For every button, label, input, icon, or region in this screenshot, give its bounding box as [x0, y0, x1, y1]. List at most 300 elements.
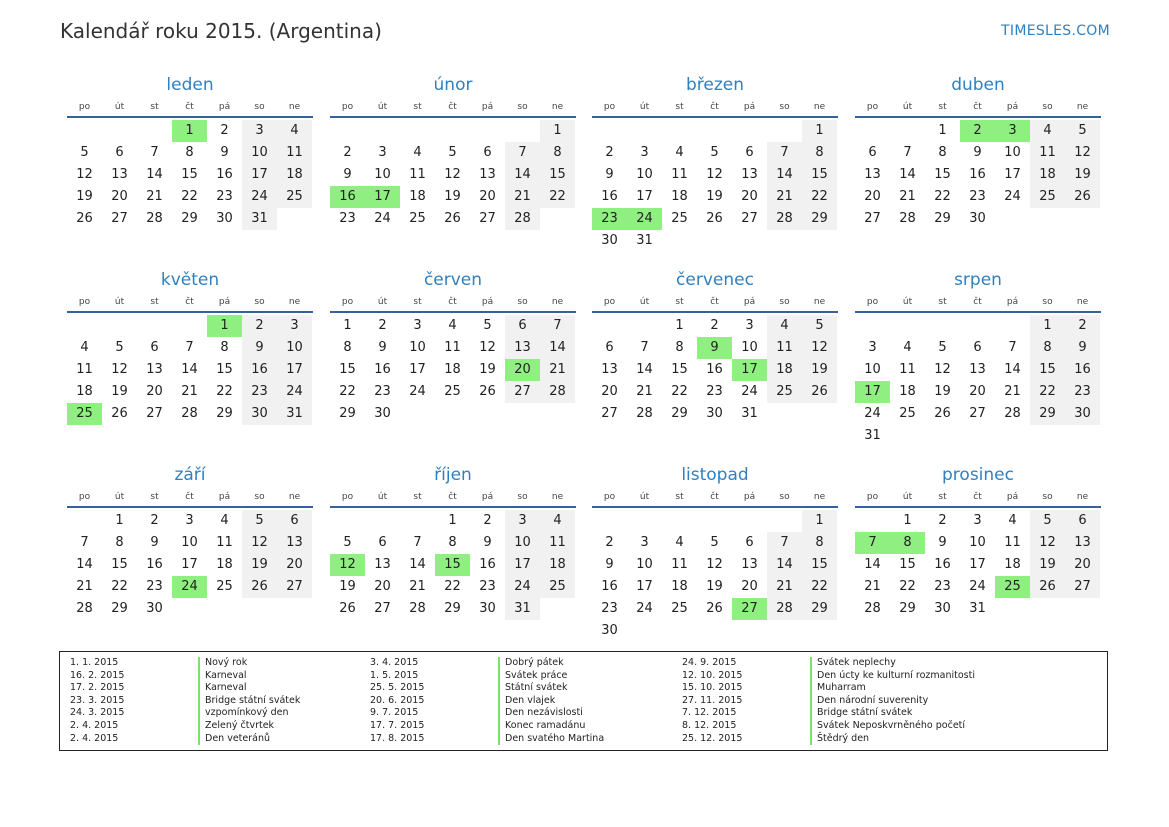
day-cell: 11: [409, 167, 426, 182]
day-cell: 25: [671, 211, 688, 226]
weekday-label: út: [377, 297, 388, 307]
weekday-label: pá: [743, 297, 756, 307]
weekday-label: po: [341, 492, 354, 502]
day-cell: 28: [181, 406, 198, 421]
holiday-name: Den nezávislosti: [498, 707, 583, 720]
month-8: [855, 267, 1101, 447]
weekday-label: so: [1042, 297, 1053, 307]
day-cell: 6: [868, 145, 877, 160]
weekday-label: pá: [1006, 492, 1019, 502]
weekday-label: so: [517, 492, 528, 502]
weekday-header: [67, 293, 313, 313]
day-cell: 26: [802, 381, 837, 403]
weekday-label: čt: [185, 297, 194, 307]
day-cell: 9: [378, 340, 387, 355]
holiday-name: Štědrý den: [810, 733, 869, 746]
day-cell: 1: [115, 513, 124, 528]
day-cell: 11: [1004, 535, 1021, 550]
weekday-label: so: [254, 102, 265, 112]
day-cell: 22: [671, 384, 688, 399]
day-cell: 13: [741, 167, 758, 182]
legend-row: [682, 707, 975, 720]
day-cell: 6: [277, 510, 312, 532]
empty-cell: [627, 510, 662, 532]
weekday-label: so: [779, 102, 790, 112]
day-cell: 16: [479, 557, 496, 572]
holiday-day-cell: 24: [627, 208, 662, 230]
day-cell: 22: [181, 189, 198, 204]
day-cell: 27: [864, 211, 881, 226]
month-name: listopad: [681, 465, 749, 485]
month-12: [855, 462, 1101, 620]
day-cell: 6: [1065, 510, 1100, 532]
weekday-label: po: [78, 297, 91, 307]
empty-cell: [592, 315, 627, 337]
empty-cell: [365, 510, 400, 532]
weekday-label: út: [639, 492, 650, 502]
weekday-label: st: [675, 297, 684, 307]
holiday-day-cell: 8: [890, 532, 925, 554]
weekday-label: ne: [1076, 297, 1089, 307]
day-cell: 18: [1030, 164, 1065, 186]
legend-row: [70, 670, 300, 683]
month-name: červen: [423, 270, 483, 290]
holiday-name: Svátek neplechy: [810, 657, 896, 670]
empty-cell: [102, 315, 137, 337]
day-cell: 22: [339, 384, 356, 399]
weekday-label: st: [675, 102, 684, 112]
day-cell: 14: [146, 167, 163, 182]
weekday-label: čt: [710, 492, 719, 502]
weekday-label: út: [902, 102, 913, 112]
empty-cell: [890, 315, 925, 337]
day-cell: 21: [864, 579, 881, 594]
day-cell: 10: [636, 167, 653, 182]
day-cell: 15: [181, 167, 198, 182]
day-cell: 9: [343, 167, 352, 182]
weekday-label: pá: [218, 102, 231, 112]
day-cell: 19: [706, 189, 723, 204]
day-cell: 9: [242, 337, 277, 359]
day-grid: [330, 510, 576, 620]
holiday-date: 20. 6. 2015: [370, 694, 425, 706]
day-cell: 7: [540, 315, 575, 337]
day-cell: 24: [969, 579, 986, 594]
day-cell: 7: [505, 142, 540, 164]
day-cell: 5: [710, 145, 719, 160]
weekday-label: st: [413, 102, 422, 112]
day-cell: 18: [277, 164, 312, 186]
day-cell: 9: [483, 535, 492, 550]
day-cell: 24: [1004, 189, 1021, 204]
weekday-label: pá: [481, 297, 494, 307]
day-cell: 21: [767, 576, 802, 598]
month-1: [67, 72, 313, 230]
day-cell: 8: [802, 532, 837, 554]
day-cell: 17: [277, 359, 312, 381]
day-cell: 27: [146, 406, 163, 421]
day-cell: 11: [216, 535, 233, 550]
day-cell: 26: [111, 406, 128, 421]
day-cell: 11: [1030, 142, 1065, 164]
holiday-name: Bridge státní svátek: [810, 707, 912, 720]
day-cell: 19: [706, 579, 723, 594]
weekday-label: st: [150, 492, 159, 502]
legend-row: [370, 657, 604, 670]
day-cell: 17: [242, 164, 277, 186]
day-cell: 2: [938, 513, 947, 528]
day-cell: 31: [636, 233, 653, 248]
day-cell: 9: [938, 535, 947, 550]
day-cell: 28: [505, 208, 540, 230]
weekday-label: pá: [218, 297, 231, 307]
day-cell: 19: [111, 384, 128, 399]
day-cell: 8: [115, 535, 124, 550]
day-cell: 1: [802, 120, 837, 142]
empty-cell: [137, 315, 172, 337]
weekday-label: po: [341, 297, 354, 307]
weekday-label: ne: [288, 102, 301, 112]
day-cell: 15: [216, 362, 233, 377]
day-cell: 29: [934, 211, 951, 226]
month-4: [855, 72, 1101, 230]
holiday-date: 27. 11. 2015: [682, 694, 743, 706]
day-cell: 11: [540, 532, 575, 554]
month-name: září: [174, 465, 206, 485]
day-cell: 28: [409, 601, 426, 616]
day-cell: 3: [185, 513, 194, 528]
day-cell: 20: [479, 189, 496, 204]
day-cell: 31: [969, 601, 986, 616]
day-cell: 18: [540, 554, 575, 576]
weekday-label: po: [866, 297, 879, 307]
legend-column: [370, 657, 604, 745]
day-cell: 27: [1065, 576, 1100, 598]
day-cell: 16: [216, 167, 233, 182]
weekday-label: út: [639, 297, 650, 307]
day-cell: 6: [505, 315, 540, 337]
weekday-label: po: [603, 297, 616, 307]
day-cell: 26: [444, 211, 461, 226]
day-cell: 11: [899, 362, 916, 377]
holiday-date: 24. 3. 2015: [70, 707, 125, 719]
day-cell: 12: [934, 362, 951, 377]
holiday-date: 17. 7. 2015: [370, 719, 425, 731]
day-cell: 16: [601, 579, 618, 594]
holiday-name: Den svatého Martina: [498, 733, 604, 746]
day-cell: 5: [242, 510, 277, 532]
day-cell: 1: [343, 318, 352, 333]
holiday-name: Nový rok: [198, 657, 247, 670]
weekday-label: ne: [551, 102, 564, 112]
day-cell: 25: [444, 384, 461, 399]
day-cell: 11: [277, 142, 312, 164]
day-cell: 3: [973, 513, 982, 528]
day-cell: 29: [802, 598, 837, 620]
months-grid: [67, 72, 1107, 642]
empty-cell: [470, 120, 505, 142]
day-cell: 12: [706, 167, 723, 182]
day-cell: 2: [605, 535, 614, 550]
empty-cell: [960, 315, 995, 337]
day-cell: 11: [444, 340, 461, 355]
weekday-label: st: [413, 492, 422, 502]
day-cell: 29: [444, 601, 461, 616]
month-name: červenec: [676, 270, 754, 290]
legend-row: [370, 695, 604, 708]
holiday-date: 12. 10. 2015: [682, 669, 743, 681]
holiday-day-cell: 17: [732, 359, 767, 381]
day-cell: 19: [339, 579, 356, 594]
day-grid: [330, 315, 576, 425]
weekday-header: [592, 488, 838, 508]
day-cell: 16: [374, 362, 391, 377]
day-grid: [67, 120, 313, 230]
day-cell: 27: [741, 211, 758, 226]
weekday-header: [855, 293, 1101, 313]
day-cell: 15: [934, 167, 951, 182]
empty-cell: [435, 120, 470, 142]
weekday-label: pá: [481, 102, 494, 112]
day-cell: 9: [973, 145, 982, 160]
day-cell: 13: [505, 337, 540, 359]
weekday-label: st: [150, 102, 159, 112]
day-cell: 3: [242, 120, 277, 142]
day-cell: 5: [710, 535, 719, 550]
weekday-header: [67, 98, 313, 118]
day-cell: 24: [374, 211, 391, 226]
day-cell: 28: [1004, 406, 1021, 421]
day-cell: 14: [1004, 362, 1021, 377]
weekday-label: čt: [710, 297, 719, 307]
day-cell: 9: [1065, 337, 1100, 359]
day-cell: 7: [413, 535, 422, 550]
legend-row: [370, 733, 604, 746]
holiday-name: Dobrý pátek: [498, 657, 564, 670]
holiday-name: Svátek práce: [498, 670, 567, 683]
day-cell: 17: [409, 362, 426, 377]
weekday-label: ne: [288, 297, 301, 307]
day-cell: 15: [1030, 359, 1065, 381]
holiday-date: 7. 12. 2015: [682, 707, 737, 719]
day-cell: 7: [640, 340, 649, 355]
day-cell: 23: [601, 601, 618, 616]
day-cell: 27: [969, 406, 986, 421]
day-cell: 31: [242, 208, 277, 230]
weekday-label: so: [779, 297, 790, 307]
day-cell: 4: [277, 120, 312, 142]
day-cell: 18: [767, 359, 802, 381]
day-cell: 6: [973, 340, 982, 355]
weekday-label: ne: [1076, 102, 1089, 112]
holiday-name: Svátek Neposkvrněného početí: [810, 720, 965, 733]
day-cell: 17: [969, 557, 986, 572]
day-cell: 8: [448, 535, 457, 550]
holiday-day-cell: 17: [365, 186, 400, 208]
day-cell: 21: [76, 579, 93, 594]
day-cell: 30: [1065, 403, 1100, 425]
day-cell: 20: [741, 579, 758, 594]
empty-cell: [627, 315, 662, 337]
empty-cell: [67, 510, 102, 532]
weekday-label: po: [603, 492, 616, 502]
weekday-label: út: [639, 102, 650, 112]
day-cell: 6: [745, 535, 754, 550]
day-cell: 27: [374, 601, 391, 616]
day-cell: 24: [505, 576, 540, 598]
empty-cell: [172, 315, 207, 337]
day-cell: 20: [111, 189, 128, 204]
day-cell: 17: [1004, 167, 1021, 182]
day-cell: 23: [242, 381, 277, 403]
day-cell: 29: [339, 406, 356, 421]
weekday-label: út: [114, 492, 125, 502]
day-cell: 22: [802, 186, 837, 208]
day-cell: 7: [1008, 340, 1017, 355]
day-cell: 4: [903, 340, 912, 355]
holiday-date: 17. 8. 2015: [370, 732, 425, 744]
day-cell: 30: [706, 406, 723, 421]
empty-cell: [400, 120, 435, 142]
day-cell: 10: [242, 142, 277, 164]
empty-cell: [855, 315, 890, 337]
empty-cell: [592, 120, 627, 142]
day-cell: 6: [150, 340, 159, 355]
day-cell: 29: [216, 406, 233, 421]
weekday-label: st: [675, 492, 684, 502]
day-cell: 25: [1030, 186, 1065, 208]
day-cell: 12: [802, 337, 837, 359]
day-cell: 13: [277, 532, 312, 554]
day-cell: 7: [150, 145, 159, 160]
legend-row: [370, 670, 604, 683]
legend-row: [70, 695, 300, 708]
day-cell: 20: [374, 579, 391, 594]
brand-link[interactable]: TIMESLES.COM: [1001, 23, 1110, 39]
weekday-label: út: [902, 297, 913, 307]
weekday-label: st: [938, 297, 947, 307]
weekday-label: pá: [743, 492, 756, 502]
holiday-date: 23. 3. 2015: [70, 694, 125, 706]
empty-cell: [627, 120, 662, 142]
weekday-label: út: [114, 102, 125, 112]
day-cell: 4: [413, 145, 422, 160]
day-cell: 28: [540, 381, 575, 403]
day-cell: 30: [146, 601, 163, 616]
day-cell: 19: [802, 359, 837, 381]
day-cell: 2: [242, 315, 277, 337]
day-cell: 15: [111, 557, 128, 572]
empty-cell: [732, 120, 767, 142]
day-cell: 12: [479, 340, 496, 355]
weekday-header: [330, 98, 576, 118]
empty-cell: [365, 120, 400, 142]
day-cell: 3: [413, 318, 422, 333]
day-cell: 1: [540, 120, 575, 142]
day-cell: 28: [636, 406, 653, 421]
day-cell: 26: [76, 211, 93, 226]
day-cell: 6: [745, 145, 754, 160]
day-cell: 13: [864, 167, 881, 182]
legend-column: [70, 657, 300, 745]
day-cell: 14: [505, 164, 540, 186]
weekday-label: út: [902, 492, 913, 502]
day-grid: [592, 120, 838, 252]
holiday-date: 8. 12. 2015: [682, 719, 737, 731]
empty-cell: [995, 315, 1030, 337]
month-name: srpen: [954, 270, 1002, 290]
day-cell: 13: [146, 362, 163, 377]
day-cell: 31: [277, 403, 312, 425]
month-name: květen: [160, 270, 220, 290]
day-cell: 14: [864, 557, 881, 572]
weekday-label: pá: [218, 492, 231, 502]
holiday-name: Den úcty ke kulturní rozmanitosti: [810, 670, 975, 683]
month-11: [592, 462, 838, 642]
day-cell: 18: [1004, 557, 1021, 572]
weekday-header: [592, 98, 838, 118]
day-cell: 8: [343, 340, 352, 355]
day-cell: 12: [1030, 532, 1065, 554]
day-cell: 4: [1030, 120, 1065, 142]
day-cell: 23: [934, 579, 951, 594]
day-cell: 8: [220, 340, 229, 355]
day-cell: 11: [767, 337, 802, 359]
day-cell: 11: [76, 362, 93, 377]
holiday-name: Karneval: [198, 682, 247, 695]
weekday-label: ne: [813, 102, 826, 112]
weekday-label: čt: [185, 102, 194, 112]
day-cell: 3: [505, 510, 540, 532]
holiday-name: Muharram: [810, 682, 866, 695]
day-cell: 29: [899, 601, 916, 616]
day-cell: 25: [409, 211, 426, 226]
day-cell: 19: [479, 362, 496, 377]
day-cell: 18: [444, 362, 461, 377]
day-grid: [855, 315, 1101, 447]
day-cell: 26: [1030, 576, 1065, 598]
legend-row: [370, 682, 604, 695]
day-cell: 29: [1030, 403, 1065, 425]
day-cell: 10: [277, 337, 312, 359]
day-cell: 22: [802, 576, 837, 598]
day-cell: 21: [636, 384, 653, 399]
empty-cell: [767, 510, 802, 532]
day-cell: 30: [242, 403, 277, 425]
day-cell: 30: [601, 233, 618, 248]
weekday-label: st: [938, 492, 947, 502]
day-cell: 9: [220, 145, 229, 160]
day-cell: 4: [540, 510, 575, 532]
holiday-day-cell: 20: [505, 359, 540, 381]
weekday-label: čt: [973, 102, 982, 112]
day-cell: 19: [242, 554, 277, 576]
day-cell: 2: [378, 318, 387, 333]
day-cell: 22: [111, 579, 128, 594]
weekday-label: čt: [973, 297, 982, 307]
day-cell: 14: [409, 557, 426, 572]
weekday-label: st: [150, 297, 159, 307]
day-grid: [592, 510, 838, 642]
weekday-label: pá: [1006, 297, 1019, 307]
day-cell: 8: [675, 340, 684, 355]
day-cell: 14: [767, 554, 802, 576]
day-grid: [855, 510, 1101, 620]
day-cell: 4: [767, 315, 802, 337]
day-cell: 18: [76, 384, 93, 399]
day-cell: 19: [1065, 164, 1100, 186]
empty-cell: [767, 120, 802, 142]
